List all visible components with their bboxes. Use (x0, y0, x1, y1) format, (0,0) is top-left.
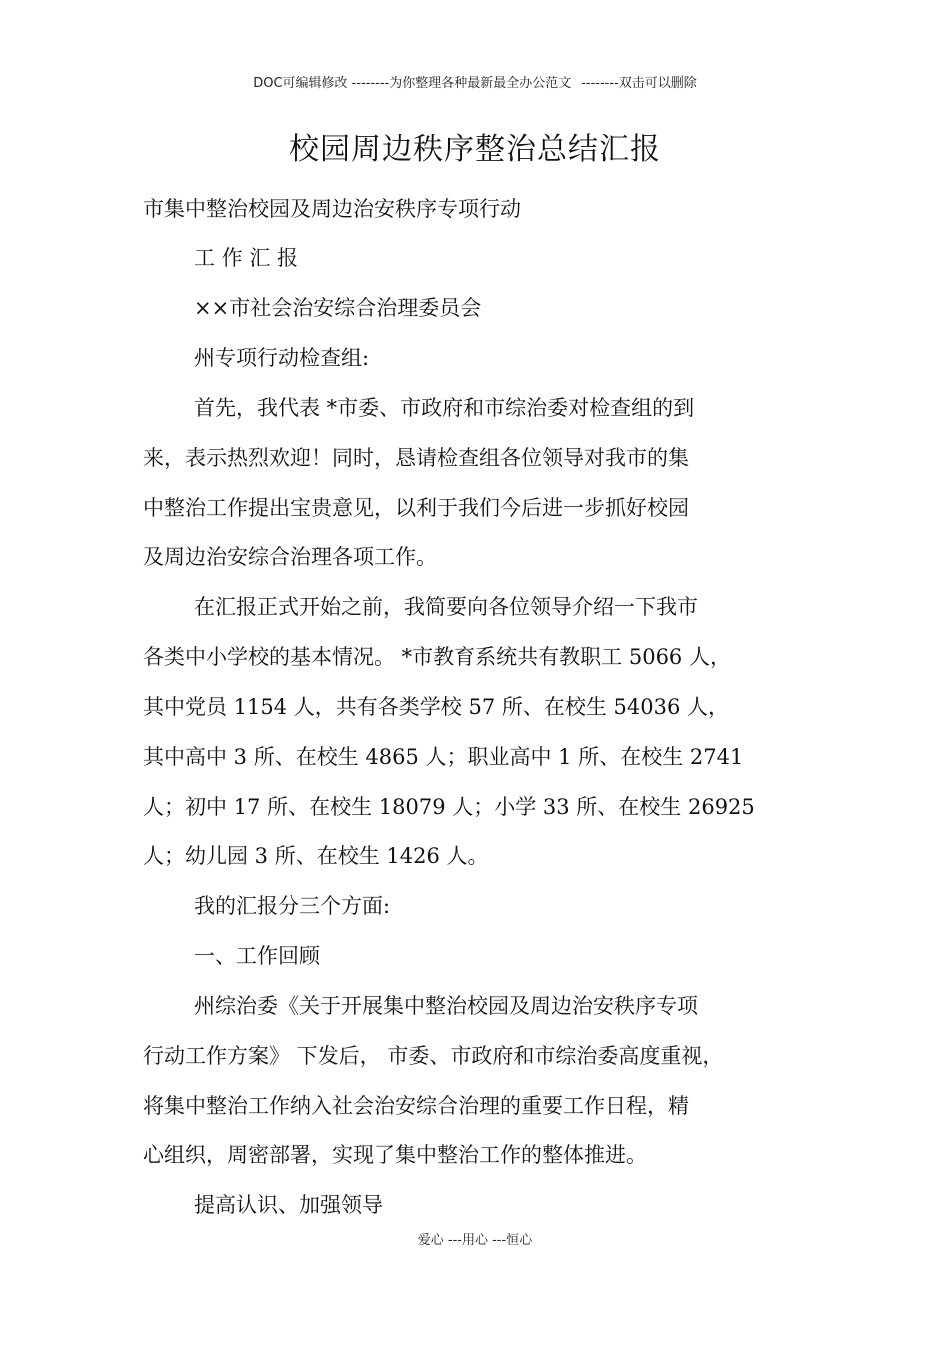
text-line: 行动工作方案》 下发后， 市委、市政府和市综治委高度重视， (143, 1044, 724, 1068)
text-line: 州综治委《关于开展集中整治校园及周边治安秩序专项 (194, 994, 698, 1018)
text-line: 州专项行动检查组: (194, 346, 370, 370)
text-line: 其中高中 3 所、在校生 4865 人；职业高中 1 所、在校生 2741 (143, 745, 744, 769)
text-line: ××市社会治安综合治理委员会 (194, 296, 482, 320)
section-heading: 一、工作回顾 (194, 944, 320, 968)
header-text-left: DOC可编辑修改 --------为你整理各种最新最全办公范文 (253, 76, 572, 91)
text-line: 其中党员 1154 人，共有各类学校 57 所、在校生 54036 人， (143, 695, 730, 719)
text-line: 来，表示热烈欢迎！同时，恳请检查组各位领导对我市的集 (143, 446, 689, 470)
text-line: 首先，我代表 *市委、市政府和市综治委对检查组的到 (194, 396, 695, 420)
text-line: 工 作 汇 报 (194, 246, 299, 270)
text-line: 我的汇报分三个方面: (194, 894, 391, 918)
text-line: 将集中整治工作纳入社会治安综合治理的重要工作日程，精 (143, 1094, 689, 1118)
page-header (0, 72, 950, 91)
text-line: 在汇报正式开始之前，我简要向各位领导介绍一下我市 (194, 595, 698, 619)
text-line: 心组织，周密部署，实现了集中整治工作的整体推进。 (143, 1143, 647, 1167)
header-text-right: --------双击可以删除 (581, 76, 697, 91)
text-line: 中整治工作提出宝贵意见，以利于我们今后进一步抓好校园 (143, 496, 689, 520)
text-line: 人；幼儿园 3 所、在校生 1426 人。 (143, 844, 489, 868)
text-line: 人；初中 17 所、在校生 18079 人；小学 33 所、在校生 26925 (143, 795, 755, 819)
text-line: 及周边治安综合治理各项工作。 (143, 545, 437, 569)
document-title: 校园周边秩序整治总结汇报 (289, 132, 661, 167)
text-line: 各类中小学校的基本情况。 *市教育系统共有教职工 5066 人， (143, 645, 731, 669)
page-footer: 爱心 ---用心 ---恒心 (417, 1233, 533, 1248)
text-line: 市集中整治校园及周边治安秩序专项行动 (143, 197, 521, 221)
subsection-heading: 提高认识、加强领导 (194, 1193, 383, 1217)
